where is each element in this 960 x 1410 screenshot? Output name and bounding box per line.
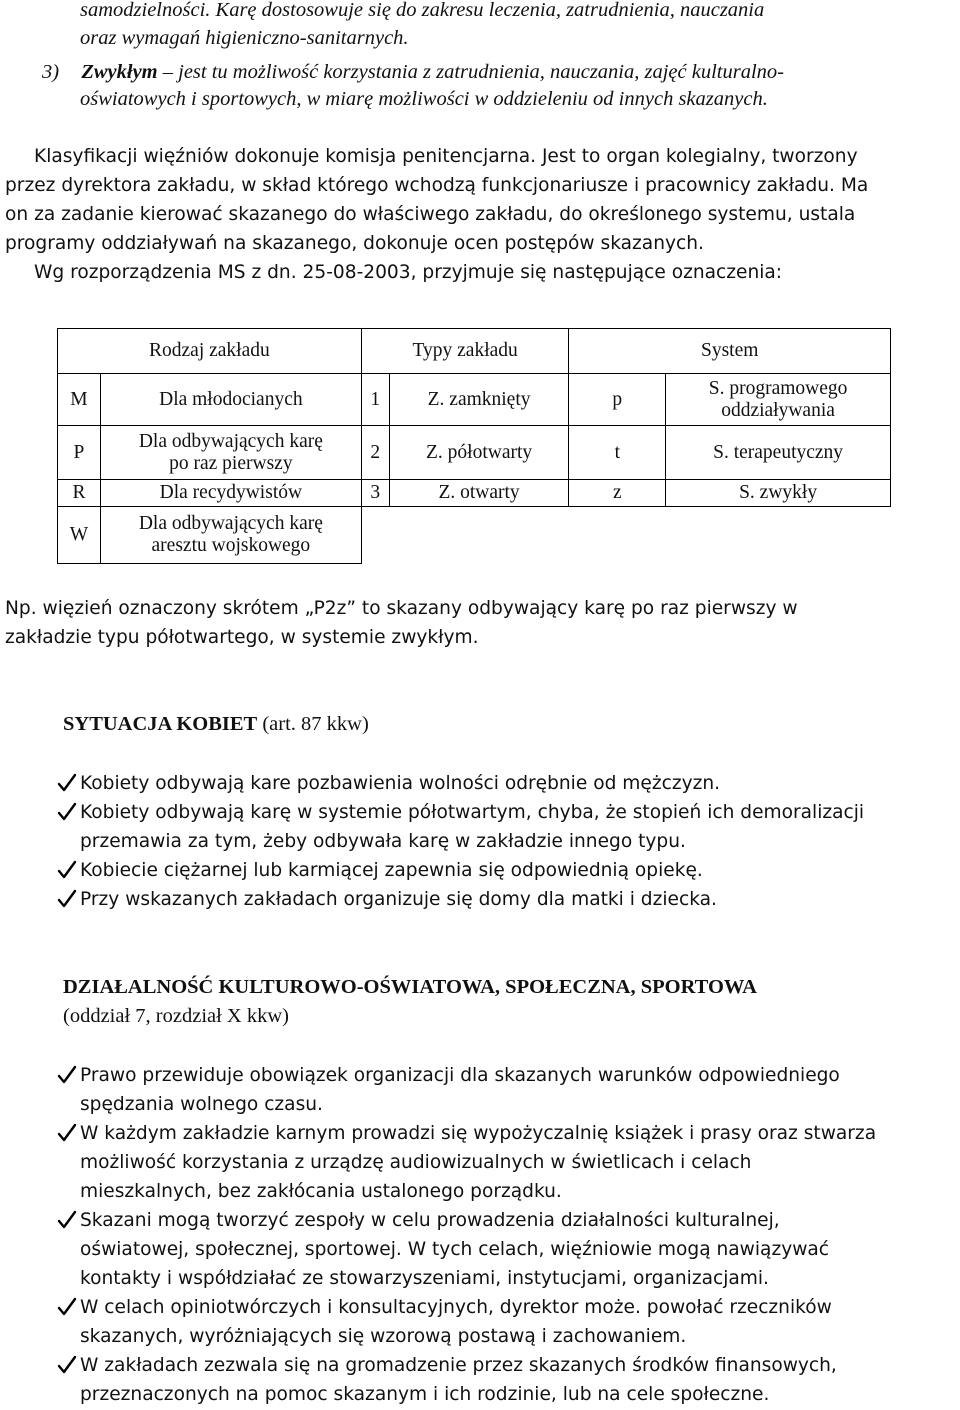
row-sys-code: p — [569, 374, 666, 426]
row-sys-code: t — [569, 426, 666, 480]
row-rodzaj-text: Dla odbywających karę po raz pierwszy — [138, 430, 323, 474]
culture-item-5-cont: przeznaczonych na pomoc skazanym i ich rodzinie, lub na cele społeczne. — [80, 1384, 770, 1405]
empty-cell — [361, 507, 890, 564]
culture-item-4: W celach opiniotwórczych i konsultacyjnych, dyrektor może. powołać rzeczników — [80, 1297, 832, 1318]
designation-table — [57, 328, 891, 564]
row-typ-num: 2 — [361, 426, 389, 480]
women-heading-ref: (art. 87 kkw) — [257, 713, 369, 735]
table-row — [58, 426, 891, 480]
row-code: R — [58, 480, 101, 507]
table-row — [58, 507, 891, 564]
row-system: S. zwykły — [666, 480, 891, 507]
checkmark-icon — [56, 772, 78, 794]
item-text: – jest tu możliwość korzystania z zatrudnienia, nauczania, zajęć kulturalno- — [157, 61, 784, 83]
classification-line-5: Wg rozporządzenia MS z dn. 25-08-2003, przyjmuje się następujące oznaczenia: — [34, 262, 783, 283]
row-system: S. terapeutyczny — [666, 426, 891, 480]
culture-item-1: Prawo przewiduje obowiązek organizacji dla skazanych warunków odpowiedniego — [80, 1065, 840, 1086]
culture-item-2: W każdym zakładzie karnym prowadzi się wypożyczalnię książek i prasy oraz stwarza — [80, 1123, 877, 1144]
intro-item-3-line-2: oświatowych i sportowych, w miarę możliwości w oddzieleniu od innych skazanych. — [80, 88, 768, 110]
classification-line-3: on za zadanie kierować skazanego do właściwego zakładu, do określonego systemu, ustala — [5, 204, 856, 225]
row-code: W — [58, 507, 101, 564]
row-rodzaj-text: Dla odbywających karę aresztu wojskowego — [138, 513, 323, 556]
culture-item-4-cont: skazanych, wyróżniających się wzorową postawą i zachowaniem. — [80, 1326, 687, 1347]
row-typ-num: 3 — [361, 480, 389, 507]
row-rodzaj — [100, 507, 361, 564]
culture-item-2-cont: mieszkalnych, bez zakłócania ustalonego porządku. — [80, 1181, 562, 1202]
classification-line-4: programy oddziaływań na skazanego, dokonuje ocen postępów skazanych. — [5, 233, 704, 254]
classification-line-1: Klasyfikacji więźniów dokonuje komisja penitencjarna. Jest to organ kolegialny, tworzony — [34, 146, 858, 167]
women-heading — [63, 711, 369, 738]
row-rodzaj — [100, 426, 361, 480]
row-system-text: S. programowego oddziaływania — [708, 377, 848, 421]
women-item-2: Kobiety odbywają karę w systemie półotwartym, chyba, że stopień ich demoralizacji — [80, 802, 865, 823]
checkmark-icon — [56, 888, 78, 910]
checkmark-icon — [56, 1064, 78, 1086]
culture-item-2-cont: możliwość korzystania z urządzę audiowizualnych w świetlicach i celach — [80, 1152, 752, 1173]
table-header-row — [58, 329, 891, 374]
classification-line-2: przez dyrektora zakładu, w skład którego wchodzą funkcjonariusze i pracownicy zakładu. Ma — [5, 175, 869, 196]
women-item-1: Kobiety odbywają kare pozbawienia wolności odrębnie od mężczyzn. — [80, 773, 721, 794]
women-item-3: Kobiecie ciężarnej lub karmiącej zapewnia się odpowiednią opiekę. — [80, 860, 703, 881]
row-code: P — [58, 426, 101, 480]
header-system: System — [569, 329, 891, 374]
culture-subheading: (oddział 7, rozdział X kkw) — [63, 1005, 289, 1027]
culture-item-3-cont: kontakty i współdziałać ze stowarzyszeniami, instytucjami, organizacjami. — [80, 1268, 769, 1289]
checkmark-icon — [56, 1296, 78, 1318]
header-typy: Typy zakładu — [361, 329, 569, 374]
checkmark-icon — [56, 1354, 78, 1376]
culture-item-3: Skazani mogą tworzyć zespoły w celu prowadzenia działalności kulturalnej, — [80, 1210, 780, 1231]
item-term: Zwykłym — [81, 61, 158, 83]
women-item-2-cont: przemawia za tym, żeby odbywała karę w zakładzie innego typu. — [80, 831, 686, 852]
checkmark-icon — [56, 1209, 78, 1231]
culture-heading: DZIAŁALNOŚĆ KULTUROWO-OŚWIATOWA, SPOŁECZNA, SPORTOWA — [63, 976, 757, 998]
checkmark-icon — [56, 859, 78, 881]
row-typ: Z. otwarty — [389, 480, 569, 507]
example-line-1: Np. więzień oznaczony skrótem „P2z” to skazany odbywający karę po raz pierwszy w — [5, 598, 798, 619]
table-row — [58, 480, 891, 507]
intro-line-1: samodzielności. Karę dostosowuje się do zakresu leczenia, zatrudnienia, nauczania — [80, 0, 765, 21]
row-typ: Z. zamknięty — [389, 374, 569, 426]
row-typ: Z. półotwarty — [389, 426, 569, 480]
row-sys-code: z — [569, 480, 666, 507]
row-system — [666, 374, 891, 426]
women-heading-title: SYTUACJA KOBIET — [63, 713, 258, 735]
checkmark-icon — [56, 801, 78, 823]
item-number: 3) — [42, 61, 60, 83]
women-item-4: Przy wskazanych zakładach organizuje się domy dla matki i dziecka. — [80, 889, 717, 910]
row-code: M — [58, 374, 101, 426]
intro-item-3 — [42, 59, 784, 86]
row-rodzaj: Dla młodocianych — [100, 374, 361, 426]
checkmark-icon — [56, 1122, 78, 1144]
row-rodzaj: Dla recydywistów — [100, 480, 361, 507]
intro-line-2: oraz wymagań higieniczno-sanitarnych. — [80, 27, 409, 49]
table-row — [58, 374, 891, 426]
header-rodzaj: Rodzaj zakładu — [58, 329, 362, 374]
culture-item-5: W zakładach zezwala się na gromadzenie przez skazanych środków finansowych, — [80, 1355, 837, 1376]
culture-item-3-cont: oświatowej, społecznej, sportowej. W tych celach, więźniowie mogą nawiązywać — [80, 1239, 830, 1260]
culture-item-1-cont: spędzania wolnego czasu. — [80, 1094, 323, 1115]
row-typ-num: 1 — [361, 374, 389, 426]
example-line-2: zakładzie typu półotwartego, w systemie zwykłym. — [5, 627, 479, 648]
